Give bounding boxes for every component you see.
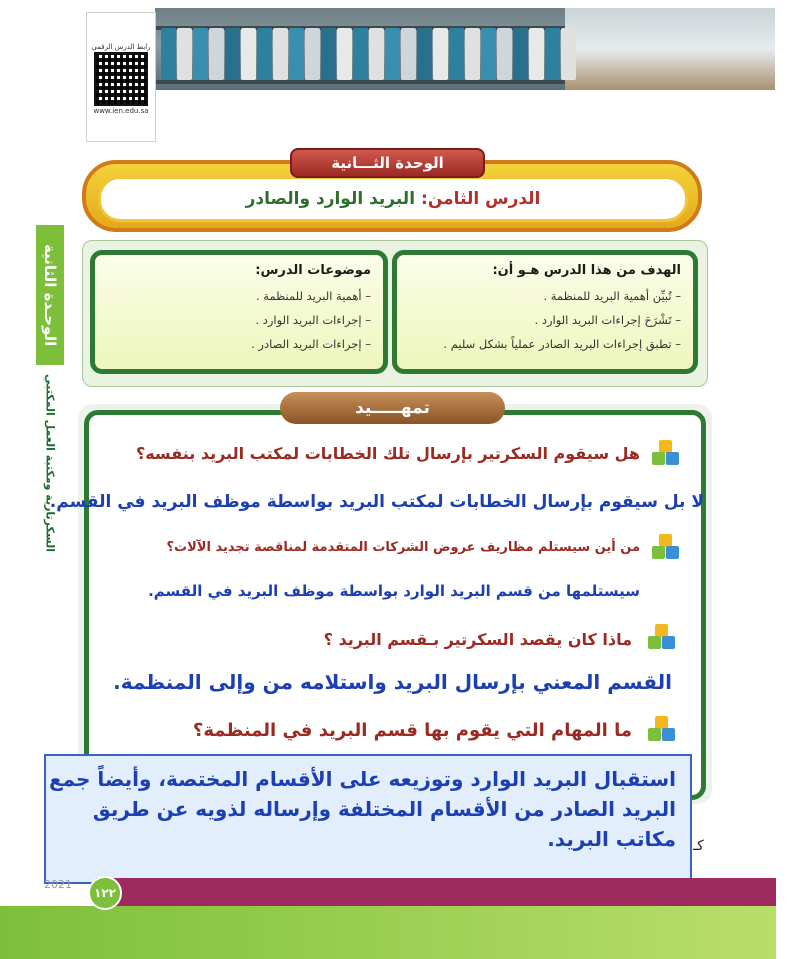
answer-1: لا بل سيقوم بإرسال الخطابات لمكتب البريد بواسطة موظف البريد في القسم. — [49, 492, 704, 512]
unit-label: الوحدة الثـــانية — [290, 148, 485, 178]
binder-decoration — [305, 28, 320, 80]
binder-decoration — [385, 28, 400, 80]
binder-decoration — [433, 28, 448, 80]
binder-decoration — [225, 28, 240, 80]
binder-decoration — [401, 28, 416, 80]
binder-decoration — [193, 28, 208, 80]
goals-heading: الهدف من هذا الدرس هـو أن: — [492, 263, 681, 278]
binder-decoration — [513, 28, 528, 80]
qr-code-icon[interactable] — [96, 54, 146, 104]
footer-year: 2021 — [44, 878, 72, 891]
question-2: من أين سيستلم مظاريف عروض الشركات المتقدمة لمناقصة تجديد الآلات؟ — [166, 540, 640, 555]
answer-2: سيستلمها من قسم البريد الوارد بواسطة موظف البريد في القسم. — [148, 582, 640, 600]
qr-url: www.ien.edu.sa — [93, 107, 149, 115]
binder-decoration — [289, 28, 304, 80]
binder-decoration — [321, 28, 336, 80]
lesson-number: الدرس الثامن: — [421, 189, 541, 209]
goal-item: – تُبيِّن أهمية البريد للمنظمة . — [543, 289, 681, 303]
cut-text: كـ — [693, 838, 704, 854]
header-photo — [155, 8, 775, 90]
side-book-title: السكرتارية ومكتبة العمل المكتبي — [43, 373, 57, 552]
cubes-icon — [650, 534, 682, 562]
question-3: ماذا كان يقصد السكرتير بـقسم البريد ؟ — [323, 630, 632, 649]
binder-decoration — [209, 28, 224, 80]
binder-decoration — [497, 28, 512, 80]
topic-item: – إجراءات البريد الوارد . — [255, 313, 371, 327]
binder-decoration — [257, 28, 272, 80]
binder-decoration — [545, 28, 560, 80]
binder-decoration — [369, 28, 384, 80]
side-unit-label: الوحـدة الثانية — [41, 243, 59, 347]
cubes-icon — [650, 440, 682, 468]
lesson-title-bar — [98, 176, 688, 222]
binder-decoration — [561, 28, 576, 80]
goal-item: – تطبق إجراءات البريد الصادر عملياً بشكل سليم . — [443, 337, 681, 351]
binder-decoration — [465, 28, 480, 80]
lesson-goals-box — [392, 250, 698, 374]
binder-decoration — [449, 28, 464, 80]
binder-decoration — [241, 28, 256, 80]
binder-decoration — [529, 28, 544, 80]
cubes-icon — [646, 624, 678, 652]
footer-band — [96, 878, 776, 906]
intro-panel — [84, 410, 706, 800]
question-1: هل سيقوم السكرتير بإرسال تلك الخطابات لمكتب البريد بنفسه؟ — [135, 444, 640, 463]
topic-item: – إجراءات البريد الصادر . — [251, 337, 371, 351]
answer-3: القسم المعني بإرسال البريد واستلامه من وإلى المنظمة. — [113, 670, 672, 694]
qr-code-block[interactable] — [86, 12, 156, 142]
qr-caption: رابط الدرس الرقمي — [91, 43, 151, 51]
question-4: ما المهام التي يقوم بها قسم البريد في المنظمة؟ — [192, 720, 632, 741]
binder-decoration — [161, 28, 176, 80]
right-margin — [776, 0, 800, 959]
answer-box-text: استقبال البريد الوارد وتوزيعه على الأقسام المختصة، وأيضاً جمع البريد الصادر من الأقسام المختلفة وإرساله لذويه عن طريق مكاتب البريد. — [48, 767, 676, 851]
topic-item: – أهمية البريد للمنظمة . — [256, 289, 371, 303]
intro-label: تمهـــــيد — [280, 392, 505, 424]
page-number: ١٢٢ — [88, 876, 122, 910]
binder-decoration — [177, 28, 192, 80]
goal-item: – تَشْرَحَ إجراءات البريد الوارد . — [534, 313, 681, 327]
cubes-icon — [646, 716, 678, 744]
binder-decoration — [353, 28, 368, 80]
binder-decoration — [417, 28, 432, 80]
binder-decoration — [481, 28, 496, 80]
lesson-topics-box — [90, 250, 388, 374]
answer-box — [44, 754, 692, 884]
topics-heading: موضوعات الدرس: — [255, 263, 371, 278]
footer-green-band — [0, 906, 780, 959]
binder-decoration — [273, 28, 288, 80]
lesson-title: البريد الوارد والصادر — [245, 189, 416, 209]
binder-decoration — [337, 28, 352, 80]
